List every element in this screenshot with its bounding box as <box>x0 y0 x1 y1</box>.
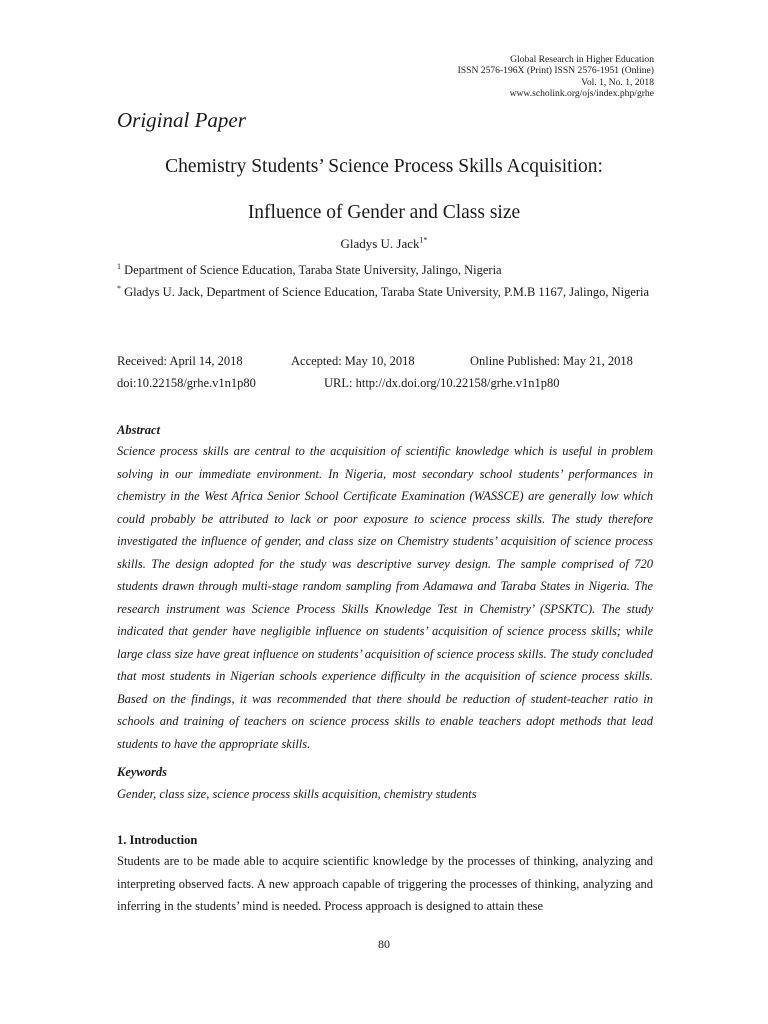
abstract-text: Science process skills are central to the acquisition of scientific knowledge which is useful in problem solving in our immediate environment. In Nigeria, most secondary school students’ performances in chemistry in the West Africa Senior School Certificate Examination (WASSCE) are generally low which could probably be attributed to lack or poor exposure to science process skills. The study therefore investigated the influence of gender, and class size on Chemistry students’ acquisition of science process skills. The design adopted for the study was descriptive survey design. The sample comprised of 720 students drawn through multi-stage random sampling from Adamawa and Taraba States in Nigeria. The research instrument was Science Process Skills Knowledge Test in Chemistry’ (SPSKTC). The study indicated that gender have negligible influence on students’ acquisition of science process skills; while large class size have great influence on students’ acquisition of science process skills. The study concluded that most students in Nigerian schools experience difficulty in the acquisition of science process skills. Based on the findings, it was recommended that there should be reduction of student-teacher ratio in schools and training of teachers on science process skills to enable teachers adopt methods that lead students to have the appropriate skills. <box>117 444 653 751</box>
affiliation-2-marker: * <box>117 283 121 293</box>
paper-title-line-1: Chemistry Students’ Science Process Skills Acquisition: <box>165 156 603 177</box>
affiliation-2 <box>117 281 653 303</box>
journal-volume: Vol. 1, No. 1, 2018 <box>581 76 654 88</box>
doi[interactable]: doi:10.22158/grhe.v1n1p80 <box>117 376 256 390</box>
published-date: Online Published: May 21, 2018 <box>470 354 633 368</box>
author-marker: 1* <box>419 235 428 245</box>
journal-url[interactable]: www.scholink.org/ojs/index.php/grhe <box>509 88 654 100</box>
page-number: 80 <box>378 937 390 951</box>
section-label: Original Paper <box>117 108 246 132</box>
affiliation-1 <box>117 259 653 281</box>
abstract-heading: Abstract <box>117 423 161 437</box>
journal-name: Global Research in Higher Education <box>510 54 654 65</box>
keywords-text: Gender, class size, science process skills acquisition, chemistry students <box>117 787 477 801</box>
keywords-heading: Keywords <box>117 765 167 779</box>
paper-title-line-2: Influence of Gender and Class size <box>247 202 521 223</box>
journal-issn: ISSN 2576-196X (Print) ISSN 2576-1951 (Online) <box>457 65 654 77</box>
author-line <box>0 236 768 252</box>
accepted-date: Accepted: May 10, 2018 <box>291 354 415 368</box>
affiliation-1-marker: 1 <box>117 261 121 271</box>
journal-header <box>458 54 654 100</box>
received-date: Received: April 14, 2018 <box>117 354 243 368</box>
doi-url[interactable]: URL: http://dx.doi.org/10.22158/grhe.v1n1p80 <box>324 376 560 390</box>
author-name: Gladys U. Jack <box>340 236 420 251</box>
publication-dates <box>117 350 653 394</box>
affiliation-1-text: Department of Science Education, Taraba State University, Jalingo, Nigeria <box>121 263 502 277</box>
introduction-text: Students are to be made able to acquire scientific knowledge by the processes of thinking, analyzing and interpreting observed facts. A new approach capable of triggering the processes of thinking, analyzing and inferring in the students’ mind is needed. Process approach is designed to attain these <box>117 854 653 913</box>
introduction-heading: 1. Introduction <box>117 833 198 847</box>
affiliation-2-text: Gladys U. Jack, Department of Science Education, Taraba State University, P.M.B 1167, Jalingo, Nigeria <box>121 285 650 299</box>
